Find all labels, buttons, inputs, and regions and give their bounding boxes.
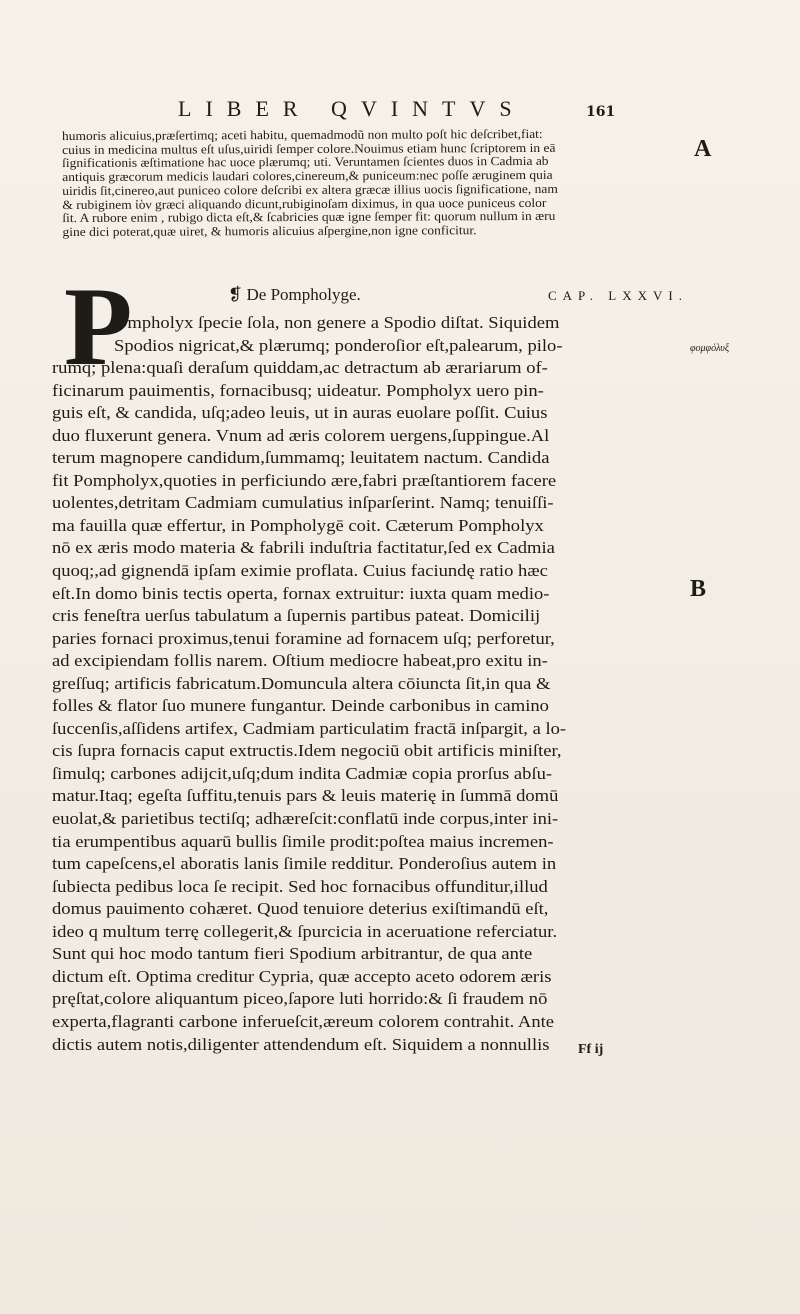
text-line: ſimulq; carbones adijcit,uſq;dum indita Cadmiæ copia prorſus abſu- — [52, 763, 553, 783]
text-line: greſſuq; artificis fabricatum.Domuncula altera cōiuncta ſit,in qua & — [52, 673, 551, 693]
catchword: Ff ij — [578, 1042, 604, 1057]
text-line: quoq;,ad gignendā ipſam eximie proflata. Cuius faciundę ratio hæc — [52, 561, 548, 581]
text-line: paries fornaci proximus,tenui foramine ad fornacem uſq; perforetur, — [52, 628, 555, 648]
text-line: gine dici poterat,quæ uiret, & humoris alicuius aſpergine,non igne conficitur. — [62, 223, 477, 239]
chapter-heading — [228, 285, 688, 305]
text-line: & rubiginem ἰὸν græci aliquando dicunt,rubiginoſam diximus, in qua uoce puniceus color — [62, 195, 547, 212]
text-line: Ompholyx ſpecie ſola, non genere a Spodio diſtat. Siquidem — [114, 313, 560, 332]
chapter-number: CAP. LXXVI. — [547, 288, 688, 303]
text-line: antiquis græcorum medicis laudari colores,cinereum,& puniceum:nec poſſe æruginem quia — [62, 168, 553, 185]
text-line: ma fauilla quæ effertur, in Pompholygē coit. Cæterum Pompholyx — [52, 515, 544, 535]
text-line: ideo q multum terrę collegerit,& ſpurcicia in aceruatione referciatur. — [52, 921, 558, 941]
text-line: ficinarum pauimentis, fornacibusq; uideatur. Pompholyx uero pin- — [52, 380, 544, 400]
text-line: dictum eſt. Optima creditur Cypria, quæ accepto aceto odorem æris — [52, 966, 552, 986]
text-line: pręſtat,colore aliquantum piceo,ſapore luti horrido:& ſi fraudem nō — [52, 989, 548, 1009]
text-line: cris feneſtra uerſus tabulatum a ſupernis partibus pateat. Domicilij — [52, 606, 541, 626]
text-line: fit Pompholyx,quoties in perficiundo ære,fabri præſtantiorem facere — [52, 470, 557, 490]
chapter-title: ❡ De Pompholyge. — [228, 285, 361, 304]
margin-letter-b: B — [690, 576, 707, 602]
text-line: terum magnopere candidum,ſummamq; leuitatem nactum. Candida — [52, 448, 550, 468]
text-line: eſt.In domo binis tectis operta, fornax extruitur: iuxta quam medio- — [52, 583, 550, 603]
text-line: guis eſt, & candida, uſq;adeo leuis, ut in auras euolare poſſit. Cuius — [52, 403, 548, 423]
text-line: matur.Itaq; egeſta ſuffitu,tenuis pars & leuis materię in ſummā domū — [52, 786, 559, 806]
drop-cap: P — [64, 265, 133, 389]
text-line: Spodios nigricat,& plærumq; ponderoſior eſt,palearum, pilo- — [114, 335, 563, 355]
running-title: LIBER QVINTVS — [178, 96, 526, 121]
text-line: rumq; plena:quaſi deraſum quiddam,ac detractum ab ærariarum of- — [52, 358, 548, 378]
text-line: cuius in medicina multus eſt uſus,uiridi ſemper colore.Nouimus etiam hunc ſcriptorem in eā — [62, 140, 556, 157]
text-line: euolat,& parietibus tectiſq; adhæreſcit:conflatū inde corpus,inter ini- — [52, 809, 559, 829]
margin-letter-a: A — [694, 136, 712, 162]
text-line: cis ſupra fornacis caput extructis.Idem negociū obit artificis miniſter, — [52, 741, 562, 761]
text-line: humoris alicuius,præſertimq; aceti habitu, quemadmodũ non multo poſt hic deſcribet,fiat: — [62, 127, 543, 143]
text-line: ſignificationis æſtimatione hac uoce plærumq; uti. Veruntamen ſcientes duos in Cadmia ab — [62, 154, 549, 171]
text-line: folles & flator ſuo munere fungantur. Deinde carbonibus in camino — [52, 696, 549, 716]
text-line: dictis autem notis,diligenter attendendum eſt. Siquidem a nonnullis — [52, 1034, 550, 1054]
text-line: experta,flagranti carbone inferueſcit,æreum colorem contrahit. Ante — [52, 1011, 555, 1031]
margin-note-greek: φομφόλυξ — [690, 343, 730, 354]
text-line: duo fluxerunt genera. Vnum ad æris colorem uergens,ſuppingue.Al — [52, 425, 550, 445]
text-line: tia erumpentibus aquarū bullis ſimile prodit:poſtea maius incremen- — [52, 831, 554, 851]
text-line: ſuccenſis,aſſidens artifex, Cadmiam particulatim fractā inſpargit, a lo- — [52, 718, 567, 738]
chapter-body — [52, 312, 686, 1056]
text-line: ad excipiendam follis narem. Oſtium mediocre habeat,pro exitu in- — [52, 651, 548, 671]
text-line: nō ex æris modo materia & fabrili induſtria factitatur,ſed ex Cadmia — [52, 538, 555, 558]
text-line: ſit. A rubore enim , rubigo dicta eſt,& ſcabricies quæ igne ſemper fit: quorum nullum in æru — [62, 209, 556, 226]
text-line: domus pauimento cohæret. Quod tenuiore deterius exiſtimandū eſt, — [52, 899, 549, 919]
text-line: Sunt qui hoc modo tantum fieri Spodium arbitrantur, de qua ante — [52, 944, 533, 964]
text-line: uiridis ſit,cinereo,aut puniceo colore deſcribi ex altera græcæ illius uocis ſignificatione, nam — [62, 182, 558, 198]
text-line: uolentes,detritam Cadmiam cumulatius inſparſerint. Namq; tenuiſſi- — [52, 493, 554, 513]
text-line: tum capeſcens,el aboratis lanis ſimile redditur. Ponderoſius autem in — [52, 854, 557, 874]
continued-paragraph — [62, 127, 682, 239]
folio-number: 161 — [586, 104, 616, 120]
text-line: ſubiecta pedibus loca ſe recipit. Sed hoc fornacibus offunditur,illud — [52, 876, 548, 896]
